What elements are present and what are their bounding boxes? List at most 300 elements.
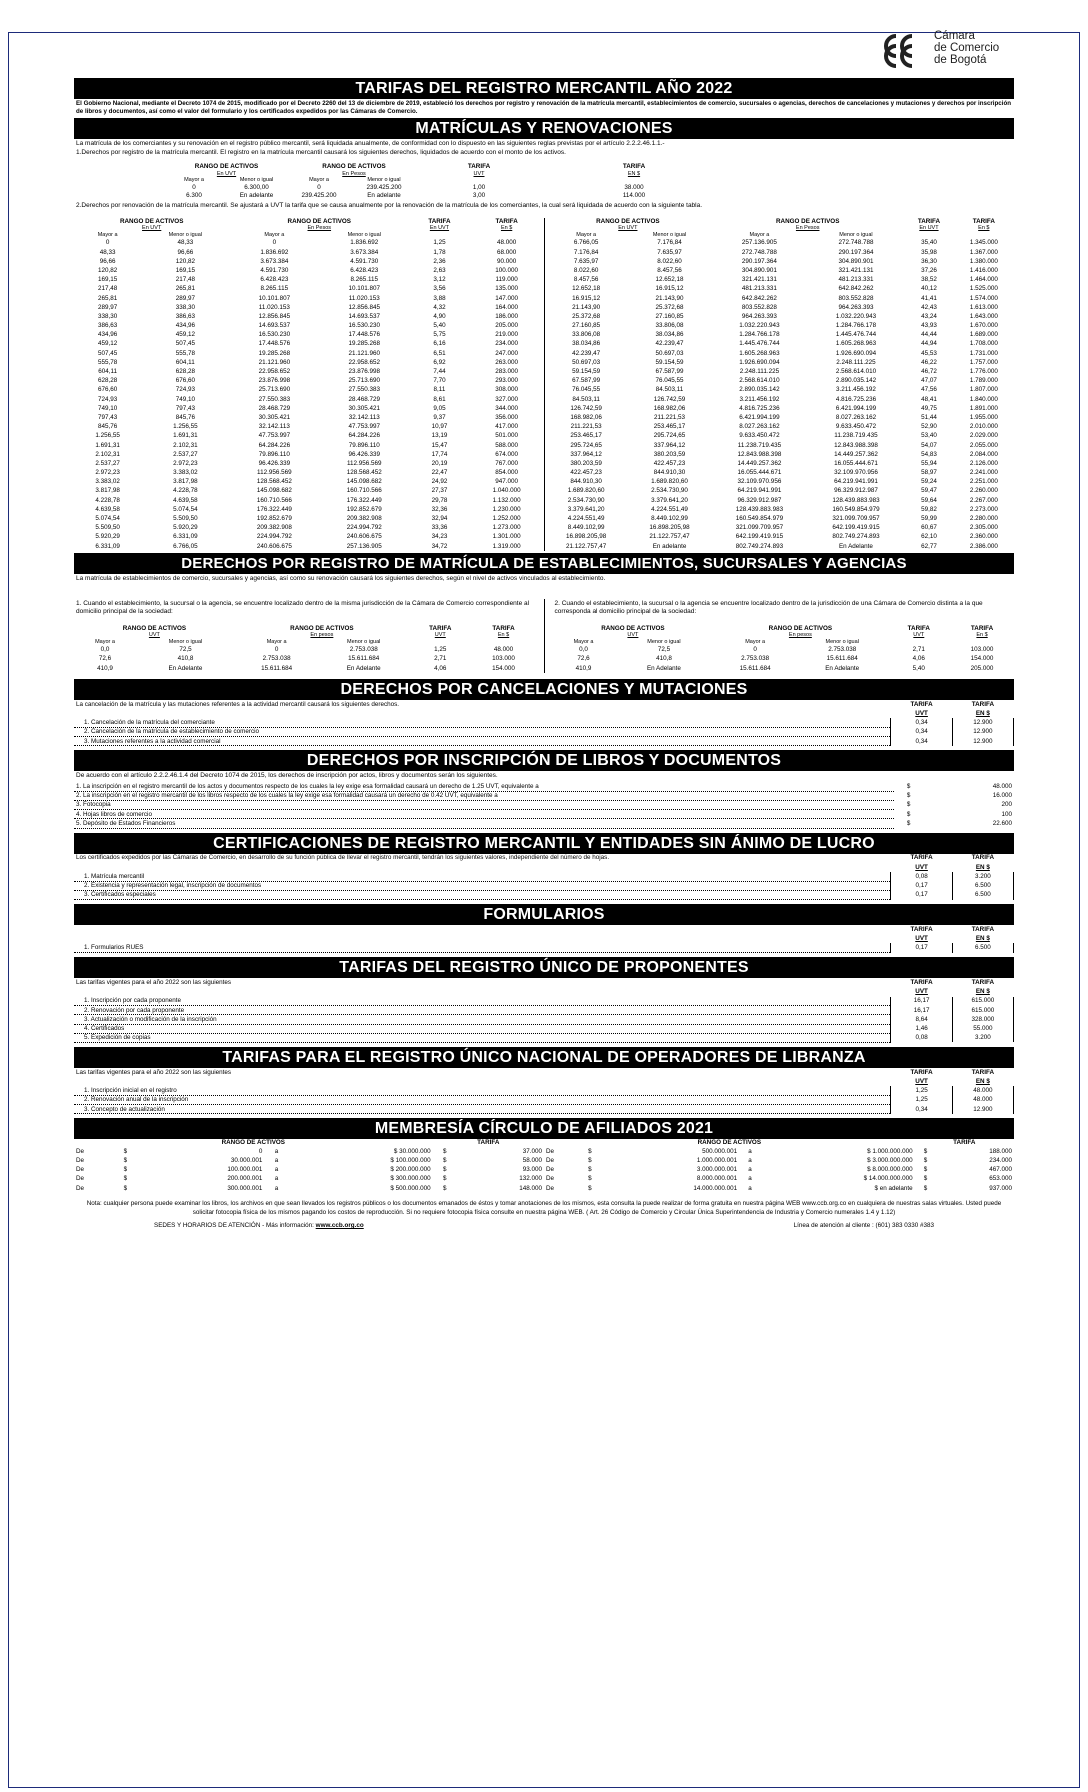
table-cell: 240.606.675 [346,533,382,541]
range-to: $ en adelante [874,1184,913,1192]
table-cell: 0 [272,239,277,247]
row-label: 2. Cancelación de la matrícula de establecimiento de comercio [74,728,891,737]
libros-text: De acuerdo con el artículo 2.2.2.46.1.4 del Decreto 1074 de 2015, los derechos de inscripción por actos, libros y documentos serán los siguientes. [76,772,498,780]
table-cell: 12.843.988.398 [737,450,782,458]
table-cell: 103.000 [492,655,515,663]
table-cell: 41,41 [921,294,937,302]
currency-symbol: $ [123,1166,128,1174]
table-cell: 5.509,50 [173,515,198,523]
table-cell: 15.611.684 [739,664,771,672]
table-cell: 164.000 [495,303,518,311]
table-cell: 29,78 [431,496,448,504]
col-subheader: EN $ [975,710,990,718]
col-subheader: Mayor a [264,231,285,238]
table-cell: 555,78 [98,358,118,366]
table-cell: 9.633.450.472 [835,423,877,431]
table-cell: 209.382.908 [256,524,292,532]
currency-symbol: $ [443,1166,447,1174]
table-row [74,1096,1014,1105]
table-cell: 21.122.757,47 [566,542,607,550]
table-cell: 217,48 [175,276,195,284]
table-cell: 797,43 [175,404,195,412]
establecimientos-left-text: 1. Cuando el establecimiento, la sucursal o la agencia, se encuentre localizado dentro de la misma jurisdicción de la Cámara de Comercio correspondiente al domicilio principal de la sociedad: [76,599,530,616]
table-cell: 16.530.230 [348,322,380,330]
table-cell: 6.428.423 [260,276,289,284]
table-cell: 289,97 [175,294,195,302]
range-to: $ 200.000.000 [390,1166,431,1174]
table-cell: 8.265.115 [350,276,378,284]
table-row [74,496,544,505]
col-subheader: Mayor a [573,638,594,645]
table-cell: 16.915,12 [655,285,684,293]
col-subheader: Menor o igual [168,231,202,238]
row-uvt: 0,17 [891,881,952,890]
table-cell: 145.098.682 [256,487,292,495]
table-row [74,422,544,431]
table-cell: 749,10 [175,395,195,403]
table-cell: 802.749.274.893 [735,542,784,550]
table-row [545,487,1015,496]
table-cell: 642.199.419.915 [832,524,880,532]
table-cell: 22,47 [431,469,448,477]
establecimientos-table-right [553,625,1015,673]
table-cell: 28.468.729 [258,404,291,412]
table-cell: 0 [317,183,321,191]
range-to: $ 100.000.000 [390,1156,431,1164]
table-cell: 15.611.684 [348,655,380,663]
table-cell: 15.611.684 [826,655,858,663]
table-row [74,395,544,404]
table-cell: 3,56 [433,285,446,293]
table-cell: 34,72 [431,542,448,550]
table-cell: 265,81 [175,285,195,293]
col-header: TARIFA [910,978,933,986]
table-cell: 2.248.111.225 [739,368,780,376]
table-cell: 5.074,54 [95,515,120,523]
col-header: TARIFA [953,1139,976,1147]
table-header-row [74,978,1014,987]
table-cell: 169,15 [175,266,195,274]
table-cell: 1.256,55 [95,432,120,440]
table-cell: 1.691,31 [95,441,120,449]
table-cell: 27.160,85 [572,322,601,330]
table-cell: 293.000 [495,377,518,385]
table-cell: 1.032.220.943 [739,322,780,330]
table-cell: 2.972,23 [173,459,198,467]
de-label: De [546,1147,555,1155]
row-label: 1. Matrícula mercantil [74,872,891,881]
table-cell: 48.000 [493,646,514,654]
table-row [74,294,544,303]
establecimientos-right-text: 2. Cuando el establecimiento, la sucursal o la agencia se encuentre localizado dentro de la jurisdicción de una Cámara de Comercio distinta a la que corresponda al domicilio principal de la sociedad: [554,599,983,616]
table-row [545,340,1015,349]
table-row [545,450,1015,459]
table-cell: 53,40 [921,432,937,440]
table-cell: 211.221,53 [653,413,686,421]
table-cell: 30.305.421 [258,413,291,421]
col-header: TARIFA [910,1068,933,1076]
table-cell: 6,16 [433,340,446,348]
table-cell: 501.000 [495,432,518,440]
table-row [74,1156,544,1165]
section-text: Las tarifas vigentes para el año 2022 son las siguientes [76,1068,232,1076]
table-cell: 209.382.908 [346,515,382,523]
table-subheader-row [74,1077,1014,1086]
table-header-row [74,1068,1014,1077]
table-cell: 59.154,59 [655,358,684,366]
matriculas-text-1: La matrícula de los comerciantes y su renovación en el registro público mercantil, será liquidada anualmente, de conformidad con lo dispuesto en las siguientes reglas previstas por el artículo 2.2.2.46.1.1.- [76,139,665,147]
table-cell: 2.305.000 [969,524,998,532]
row-uvt: 8,64 [891,1015,952,1024]
table-cell: 16.898.205,98 [649,524,690,532]
table-cell: 845,76 [175,413,195,421]
table-cell: 410,9 [97,664,113,672]
table-row [545,285,1015,294]
table-row [545,404,1015,413]
table-cell: 337.964,12 [653,441,686,449]
currency-symbol: $ [923,1147,928,1155]
table-row [74,819,1014,828]
table-cell: 21.121.960 [348,349,380,357]
table-cell: 126.742,59 [653,395,686,403]
table-cell: 79.896.110 [348,441,380,449]
table-cell: 2,71 [912,646,925,654]
table-cell: 96.426.339 [258,459,291,467]
table-row [164,192,729,200]
table-row [545,257,1015,266]
table-cell: 3.211.456.192 [836,386,876,394]
table-cell: 72,6 [577,655,590,663]
table-row [545,367,1015,376]
table-row [545,477,1015,486]
tarifa-value: 467.000 [989,1166,1012,1174]
table-row [545,459,1015,468]
table-cell: 1.032.220.943 [835,312,877,320]
table-cell: 64.284.226 [348,432,380,440]
table-cell: 964.263.393 [741,312,777,320]
col-header: TARIFA [428,217,451,225]
table-cell: 272.748.788 [741,248,777,256]
table-row [74,285,544,294]
table-cell: 327.000 [495,395,518,403]
de-label: De [76,1147,85,1155]
table-cell: 2.534.730,90 [567,496,605,504]
table-cell: 1.926.690.094 [739,358,780,366]
table-cell: En Adelante [168,664,203,672]
col-subheader: En UVT [429,225,450,232]
table-subheader-row [74,639,536,646]
col-subheader: En $ [500,225,513,232]
col-header: TARIFA [971,700,994,708]
table-cell: 289,97 [98,303,118,311]
table-cell: 176.322.449 [256,505,292,513]
a-label: a [274,1175,279,1183]
table-row [74,1184,544,1193]
row-uvt: 0,34 [891,1105,952,1114]
table-cell: 676,60 [98,386,118,394]
tarifa-value: 37.000 [522,1147,542,1155]
col-subheader: EN $ [975,1077,990,1085]
table-subheader-row [74,632,536,639]
table-cell: 72,6 [98,655,112,663]
sedes-link[interactable]: www.ccb.org.co [315,1222,364,1230]
table-row [74,943,1014,952]
table-cell: 2.260.000 [969,487,998,495]
table-cell: 59,99 [921,515,937,523]
table-cell: 2.126.000 [969,459,998,467]
table-cell: 321.099.709.957 [832,515,880,523]
table-cell: 76.045,55 [572,386,601,394]
table-cell: 947.000 [495,478,518,486]
table-cell: 42.239,47 [655,340,684,348]
de-label: De [546,1175,555,1183]
table-cell: 247.000 [495,349,518,357]
row-pesos: 3.200 [952,872,1013,881]
table-cell: 2.280.000 [969,515,998,523]
a-label: a [748,1166,752,1174]
col-subheader: En Pesos [307,225,332,232]
table-row [74,1165,544,1174]
table-cell: 4.639,58 [173,496,198,504]
table-cell: 96.329.912.987 [737,496,782,504]
table-row [545,376,1015,385]
table-cell: 219.000 [495,331,518,339]
table-cell: 55,94 [921,459,937,467]
table-cell: 604,11 [175,358,195,366]
table-row [74,340,544,349]
currency-symbol: $ [123,1147,128,1155]
table-cell: 14.449.257.362 [737,459,782,467]
row-value: 48.000 [992,783,1012,791]
table-subheader-row [74,863,1014,872]
table-cell: 6.766,05 [573,239,599,247]
table-cell: 2.267.000 [969,496,998,504]
table-cell: 1.691,31 [173,432,198,440]
table-cell: 47,07 [921,377,937,385]
table-row [74,1086,1014,1095]
table-cell: 3.673.384 [260,257,289,265]
spacer [74,709,891,718]
table-subheader-row [74,232,544,239]
table-cell: 5.074,54 [173,505,198,513]
table-cell: 2,36 [433,257,446,265]
range-from: 1.000.000.001 [696,1156,738,1164]
row-label: 5. Expedición de copias [74,1033,891,1042]
row-pesos: 6.500 [952,881,1013,890]
certificaciones-table [74,854,1014,900]
table-row [74,239,544,248]
table-cell: 6.421.994.199 [835,404,877,412]
col-header: RANGO DE ACTIVOS [322,163,386,171]
de-label: De [76,1175,85,1183]
proponentes-section [74,978,1014,1043]
table-row [74,468,544,477]
table-cell: 5.920,29 [173,524,198,532]
currency-symbol: $ [906,792,911,800]
table-header-row [545,218,1015,226]
table-cell: En adelante [239,191,274,199]
table-cell: 46,72 [921,368,937,376]
renovacion-tables [74,218,1014,551]
table-row [74,1033,1014,1042]
a-label: a [274,1147,279,1155]
table-cell: 44,94 [921,340,937,348]
table-cell: 48.000 [496,239,517,247]
formularios-table [74,925,1014,953]
table-cell: 160.710.566 [346,487,382,495]
table-cell: 17.448.576 [258,340,291,348]
table-cell: 38.034,86 [655,331,684,339]
table-cell: 6.421.994.199 [739,413,780,421]
table-cell: 32.142.113 [258,423,290,431]
table-row [74,441,544,450]
table-cell: 145.098.682 [346,478,382,486]
table-cell: 6.300 [186,191,202,199]
table-cell: 24,92 [431,478,448,486]
currency-symbol: $ [443,1184,447,1192]
currency-symbol: $ [588,1147,592,1155]
table-cell: 1.445.476.744 [739,340,780,348]
table-cell: 642.842.262 [741,294,777,302]
table-row [74,523,544,532]
table-cell: 10.101.807 [348,285,380,293]
table-cell: 257.136.905 [741,239,777,247]
certificaciones-section [74,854,1014,900]
table-cell: 58,97 [921,469,937,477]
table-subheader-row [553,639,1015,646]
row-uvt: 1,25 [891,1096,952,1105]
table-cell: 79.896.110 [258,450,290,458]
table-cell: 4.224.551,49 [567,515,605,523]
formularios-section [74,925,1014,953]
table-cell: 59.154,59 [572,368,601,376]
proponentes-table [74,978,1014,1043]
table-cell: 59,47 [921,487,937,495]
table-row [553,655,1015,664]
table-row [74,533,544,542]
table-row [74,1147,544,1156]
table-cell: 845,76 [98,423,118,431]
table-cell: 84.503,11 [572,395,600,403]
table-cell: 1.367.000 [969,248,998,256]
table-cell: En Adelante [646,664,681,672]
currency-symbol: $ [443,1156,447,1164]
table-cell: 257.136.905 [346,542,382,550]
table-cell: 1.757.000 [969,358,998,366]
table-cell: 380.203,59 [570,459,602,467]
tarifa-value: 937.000 [989,1184,1012,1192]
table-row [74,450,544,459]
table-cell: 4.591.730 [260,266,289,274]
table-cell: 1.230.000 [492,505,521,513]
table-cell: 23.876.998 [348,368,380,376]
col-subheader [409,639,472,646]
table-cell: 60,67 [921,524,937,532]
col-header: TARIFA [971,854,994,862]
row-pesos: 12.900 [952,728,1013,737]
a-label: a [274,1166,279,1174]
col-subheader: EN $ [975,988,990,996]
matriculas-text-3: 2.Derechos por renovación de la matrícula mercantil. Se ajustará a UVT la tarifa que se causa anualmente por la renovación de la matrícula de los comerciantes, la cual será liquidada de acuerdo con la siguiente tabla. [76,202,703,210]
table-cell: 96.426.339 [348,450,380,458]
col-subheader: En UVT [142,225,162,232]
table-row [545,505,1015,514]
table-cell: 11.020.153 [258,303,290,311]
table-cell: 481.213.331 [741,285,777,293]
table-cell: 90.000 [496,257,517,265]
table-row [553,645,1015,654]
section-proponentes-title: TARIFAS DEL REGISTRO ÚNICO DE PROPONENTES [74,957,1014,978]
row-pesos: 55.000 [952,1024,1013,1033]
table-cell: 844.910,30 [570,478,602,486]
table-header-row [74,854,1014,863]
table-row [545,395,1015,404]
table-cell: 803.552.828 [741,303,777,311]
col-subheader: Mayor a [95,638,115,645]
tarifa-value: 653.000 [989,1175,1012,1183]
table-cell: 135.000 [495,285,518,293]
table-cell: 304.890.901 [741,266,777,274]
table-cell: 321.421.131 [838,266,874,274]
tariff-document [74,78,1014,1230]
table-cell: 3.817,98 [173,478,198,486]
row-uvt: 0,17 [891,943,952,952]
row-uvt: 0,34 [891,728,952,737]
table-cell: 1.464.000 [969,276,998,284]
table-cell: 2.534.730,90 [651,487,688,495]
table-cell: 1.731.000 [969,349,998,357]
col-header: RANGO DE ACTIVOS [221,1139,286,1147]
row-uvt: 1,25 [891,1086,952,1095]
range-to: $ 300.000.000 [390,1175,431,1183]
table-cell: 38.034,86 [572,340,601,348]
table-cell: 1.319.000 [492,542,521,550]
col-subheader [470,232,544,239]
table-subheader-row [545,232,1015,239]
range-from: 14.000.000.001 [693,1184,738,1192]
currency-symbol: $ [123,1184,128,1192]
table-cell: 797,43 [98,413,118,421]
table-cell: 12.843.988.398 [834,441,878,449]
table-cell: 42,43 [921,303,937,311]
table-row [74,312,544,321]
table-cell: 6.428.423 [350,266,379,274]
table-cell: 234.000 [495,340,518,348]
footer-linea-atencion: Línea de atención al cliente : (601) 383 0330 #383 [793,1222,934,1230]
table-cell: 4,06 [912,655,925,663]
table-cell: 481.213.331 [838,276,874,284]
col-header: RANGO DE ACTIVOS [290,624,354,632]
table-cell: 32,36 [431,505,448,513]
col-header: RANGO DE ACTIVOS [287,217,351,225]
col-subheader: UVT [915,1077,928,1085]
table-cell: 38,52 [921,276,937,284]
table-cell: 6.331,09 [95,542,120,550]
table-cell: 380.203,59 [653,450,686,458]
table-cell: 160.710.566 [256,496,292,504]
currency-symbol: $ [923,1166,928,1174]
currency-symbol: $ [123,1175,128,1183]
table-cell: 4.224.551,49 [651,505,688,513]
membresia-table-left [74,1139,544,1192]
table-cell: 2.568.614.010 [739,377,780,385]
table-cell: 3.817,98 [95,487,120,495]
table-row [74,459,544,468]
table-row [74,1024,1014,1033]
de-label: De [546,1166,555,1174]
table-cell: 1.132.000 [492,496,521,504]
currency-symbol: $ [923,1156,928,1164]
